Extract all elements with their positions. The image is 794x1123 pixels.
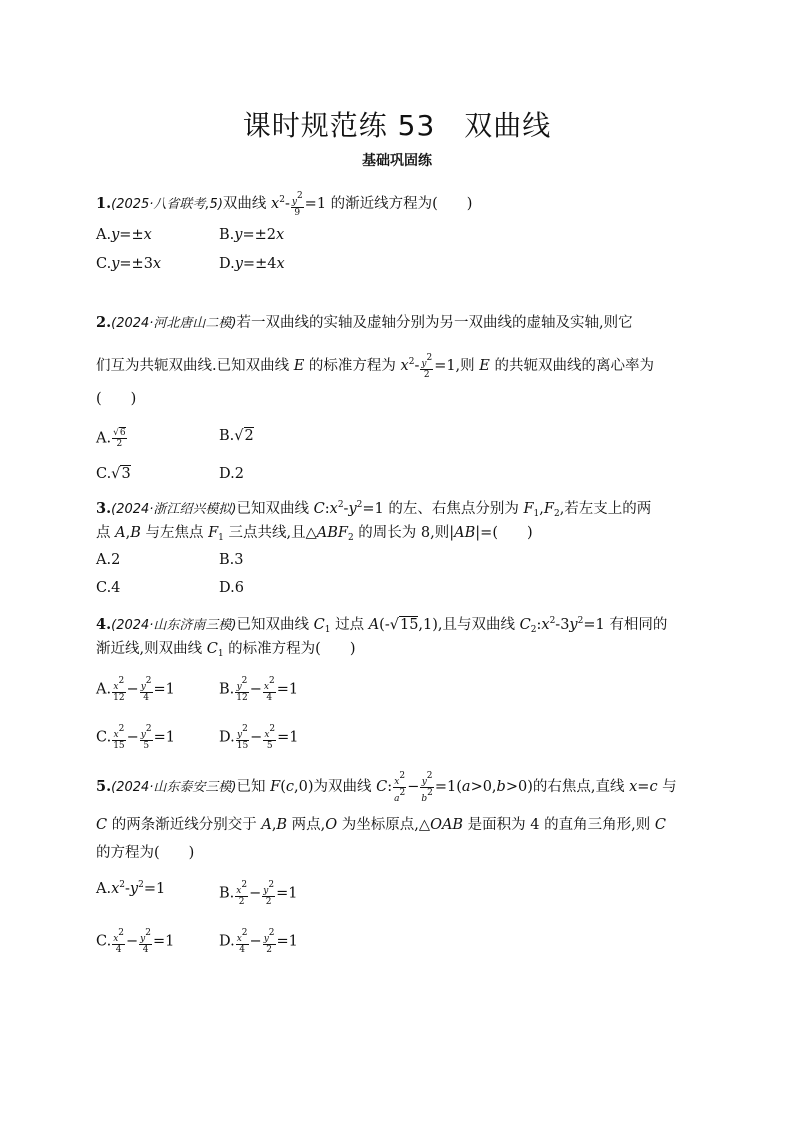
- question-3: 3.(2024·浙江绍兴模拟)已知双曲线 $C:x^2-y^2=1$ 的左、右焦点分别为 $F_1,F_2$,若左支上的两: [96, 500, 652, 519]
- question-1: 1.(2025·八省联考,5)双曲线 $x^2-$ $\frac{y^2}{9}$ =1 的渐近线方程为( ): [96, 190, 473, 218]
- question-2-line2: 们互为共轭双曲线.已知双曲线 E 的标准方程为 $x^2-$ $\frac{y^2}{2}$ =1,则 E 的共轭双曲线的离心率为: [96, 352, 654, 380]
- question-2: 2.(2024·河北唐山二模)若一双曲线的实轴及虚轴分别为另一双曲线的虚轴及实轴,则它: [96, 314, 633, 331]
- question-number: 5.: [96, 778, 112, 795]
- question-number: 2.: [96, 314, 112, 331]
- question-source: (2024·浙江绍兴模拟): [111, 502, 237, 517]
- question-number: 1.: [96, 195, 112, 212]
- option-a: $A.x^2-y^2=1$: [96, 880, 166, 897]
- option-d: D. $\frac{y^2}{15}$ − $\frac{x^2}{5}$ =1: [219, 724, 299, 751]
- option-c: C.√3: [96, 466, 131, 482]
- question-number: 3.: [96, 500, 112, 517]
- question-source: (2024·山东济南三模): [111, 618, 237, 633]
- option-c: C. $\frac{x^2}{4}$ − $\frac{y^2}{4}$ =1: [96, 928, 175, 955]
- option-c: C.4: [96, 580, 121, 596]
- option-b: B. $\frac{x^2}{2}$ − $\frac{y^2}{2}$ =1: [219, 880, 298, 907]
- question-5-line2: C 的两条渐近线分别交于 A,B 两点,O 为坐标原点,△OAB 是面积为 4 的直角三角形,则 C: [96, 817, 666, 833]
- option-a: A. $\frac{x^2}{12}$ − $\frac{y^2}{4}$ =1: [96, 676, 175, 703]
- option-d: D.2: [219, 466, 244, 482]
- option-c: C.y=±3x: [96, 256, 162, 272]
- option-b: B.√2: [219, 428, 254, 444]
- option-d: D.6: [219, 580, 244, 596]
- option-d: D. $\frac{x^2}{4}$ − $\frac{y^2}{2}$ =1: [219, 928, 298, 955]
- option-a: A.2: [96, 552, 121, 568]
- question-5: 5.(2024·山东泰安三模)已知 F(c,0)为双曲线 C: $\frac{x^2}{a^2}$ − $\frac{y^2}{b^2}$ =1(a>0,b>0)的右焦点,直线 x=c 与: [96, 770, 677, 804]
- option-c: C. $\frac{x^2}{15}$ − $\frac{y^2}{5}$ =1: [96, 724, 175, 751]
- question-4: 4.(2024·山东济南三模)已知双曲线 $C_1$ 过点 A(-√15,1),且与双曲线 $C_2:x^2-3y^2=1$ 有相同的: [96, 616, 668, 635]
- option-a: A.y=±x: [96, 227, 152, 243]
- option-b: B. $\frac{y^2}{12}$ − $\frac{x^2}{4}$ =1: [219, 676, 299, 703]
- option-a: A. $\frac{√6}{2}$: [96, 428, 126, 449]
- option-d: D.y=±4x: [219, 256, 285, 272]
- option-b: B.3: [219, 552, 244, 568]
- question-source: (2024·山东泰安三模): [111, 780, 237, 795]
- page-title: 课时规范练 53 双曲线: [242, 109, 552, 142]
- section-title: 基础巩固练: [362, 153, 432, 169]
- question-5-line3: 的方程为( ): [96, 845, 195, 861]
- question-number: 4.: [96, 616, 112, 633]
- option-b: B.y=±2x: [219, 227, 285, 243]
- question-source: (2024·河北唐山二模): [111, 316, 237, 331]
- question-3-line2: 点 A,B 与左焦点 $F_1$ 三点共线,且$\triangle ABF_2$ 的周长为 8,则|AB|=( ): [96, 525, 533, 543]
- question-source: (2025·八省联考,5): [111, 197, 223, 212]
- question-2-line3: ( ): [96, 391, 137, 407]
- question-4-line2: 渐近线,则双曲线 $C_1$ 的标准方程为( ): [96, 641, 356, 659]
